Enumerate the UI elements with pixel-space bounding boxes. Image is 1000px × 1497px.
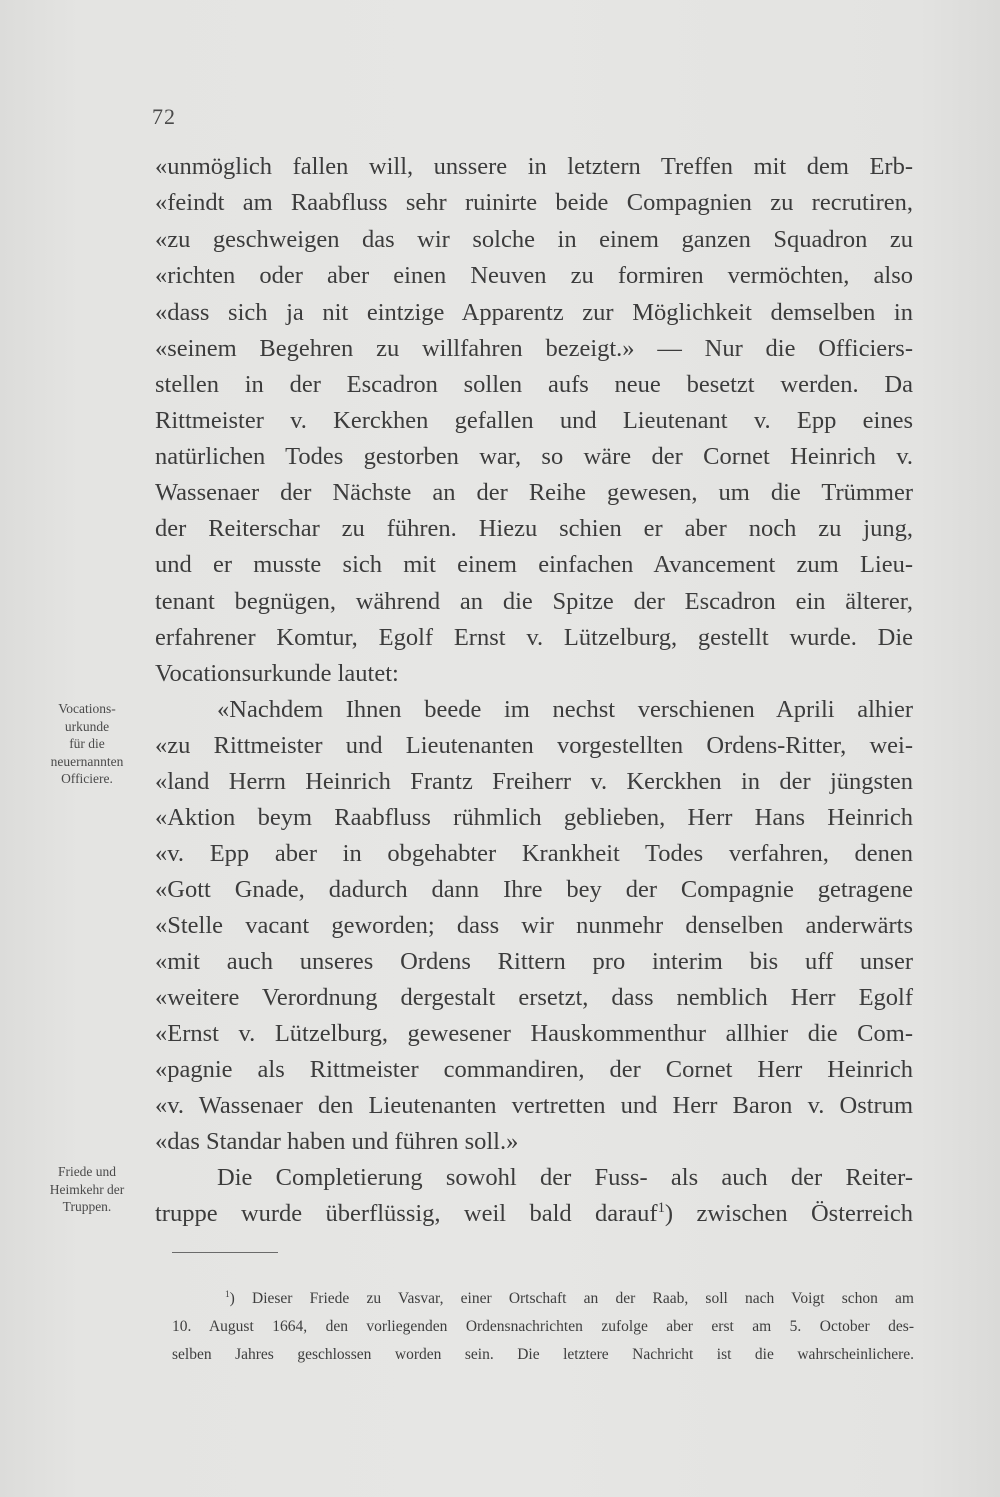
footnote-line: selben Jahres geschlossen worden sein. Die letztere Nachricht ist die wahrscheinlichere.: [172, 1346, 914, 1363]
margin-note-line: Officiere.: [61, 771, 113, 786]
page-number: 72: [152, 104, 176, 129]
body-line: Wassenaer der Nächste an der Reihe gewesen, um die Trümmer: [155, 479, 913, 506]
body-line: «v. Wassenaer den Lieutenanten vertretten und Herr Baron v. Ostrum: [155, 1092, 913, 1119]
body-line: «zu Rittmeister und Lieutenanten vorgestellten Ordens-Ritter, wei-: [155, 732, 913, 759]
body-line: «v. Epp aber in obgehabter Krankheit Todes verfahren, denen: [155, 840, 913, 867]
footnote-text: ) Dieser Friede zu Vasvar, einer Ortschaft an der Raab, soll nach Voigt schon am: [229, 1290, 914, 1307]
body-line-with-footnote-ref: [155, 1196, 913, 1232]
body-line: und er musste sich mit einem einfachen Avancement zum Lieu-: [155, 551, 913, 578]
body-line: «Ernst v. Lützelburg, gewesener Hauskommenthur allhier die Com-: [155, 1020, 913, 1047]
footnote-line: 10. August 1664, den vorliegenden Ordensnachrichten zufolge aber erst am 5. October des-: [172, 1318, 914, 1335]
body-line: stellen in der Escadron sollen aufs neue besetzt werden. Da: [155, 371, 913, 398]
footnote-marker: 1: [225, 1289, 230, 1300]
body-line: Rittmeister v. Kerckhen gefallen und Lieutenant v. Epp eines: [155, 407, 913, 434]
body-line: «Aktion beym Raabfluss rühmlich geblieben, Herr Hans Heinrich: [155, 804, 913, 831]
body-line: «unmöglich fallen will, unssere in letztern Treffen mit dem Erb-: [155, 153, 913, 180]
margin-note-line: Vocations-: [58, 701, 116, 716]
body-line: «Gott Gnade, dadurch dann Ihre bey der Compagnie getragene: [155, 876, 913, 903]
body-line: «weitere Verordnung dergestalt ersetzt, dass nemblich Herr Egolf: [155, 984, 913, 1011]
body-line: «richten oder aber einen Neuven zu formiren vermöchten, also: [155, 262, 913, 289]
footnote-divider: [172, 1252, 278, 1253]
margin-note-line: urkunde: [64, 718, 110, 734]
margin-note-vocation: [22, 700, 152, 788]
body-line: tenant begnügen, während an die Spitze der Escadron ein älterer,: [155, 588, 913, 615]
margin-note-line: Truppen.: [62, 1199, 112, 1214]
body-line: «das Standar haben und führen soll.»: [155, 1128, 519, 1155]
body-line: «pagnie als Rittmeister commandiren, der Cornet Herr Heinrich: [155, 1056, 913, 1083]
body-line: «seinem Begehren zu willfahren bezeigt.» — Nur die Officiers-: [155, 335, 913, 362]
body-line: «Stelle vacant geworden; dass wir nunmehr denselben anderwärts: [155, 912, 913, 939]
body-line: der Reiterschar zu führen. Hiezu schien er aber noch zu jung,: [155, 515, 913, 542]
footnote-reference: 1: [657, 1199, 665, 1216]
margin-note-line: Heimkehr der: [49, 1181, 125, 1197]
body-line-paragraph-start: Die Completierung sowohl der Fuss- als auch der Reiter-: [217, 1164, 913, 1191]
body-line: natürlichen Todes gestorben war, so wäre der Cornet Heinrich v.: [155, 443, 913, 470]
body-line: «land Herrn Heinrich Frantz Freiherr v. Kerckhen in der jüngsten: [155, 768, 913, 795]
body-line: Vocationsurkunde lautet:: [155, 660, 399, 687]
margin-note-line: Friede und: [57, 1164, 117, 1179]
body-line: «dass sich ja nit eintzige Apparentz zur Möglichkeit demselben in: [155, 299, 913, 326]
body-line: «zu geschweigen das wir solche in einem ganzen Squadron zu: [155, 226, 913, 253]
body-line: erfahrener Komtur, Egolf Ernst v. Lützelburg, gestellt wurde. Die: [155, 624, 913, 651]
margin-note-line: neuernannten: [50, 753, 124, 769]
body-line-quote-start: «Nachdem Ihnen beede im nechst verschienen Aprili alhier: [217, 696, 913, 723]
body-text: ) zwischen Österreich: [664, 1200, 913, 1227]
body-text: truppe wurde überflüssig, weil bald darauf: [155, 1200, 658, 1227]
margin-note-friede: [22, 1163, 152, 1216]
margin-note-line: für die: [69, 736, 105, 751]
body-line: «mit auch unseres Ordens Rittern pro interim bis uff unser: [155, 948, 913, 975]
body-line: «feindt am Raabfluss sehr ruinirte beide Compagnien zu recrutiren,: [155, 189, 913, 216]
footnote-line: [225, 1286, 914, 1312]
